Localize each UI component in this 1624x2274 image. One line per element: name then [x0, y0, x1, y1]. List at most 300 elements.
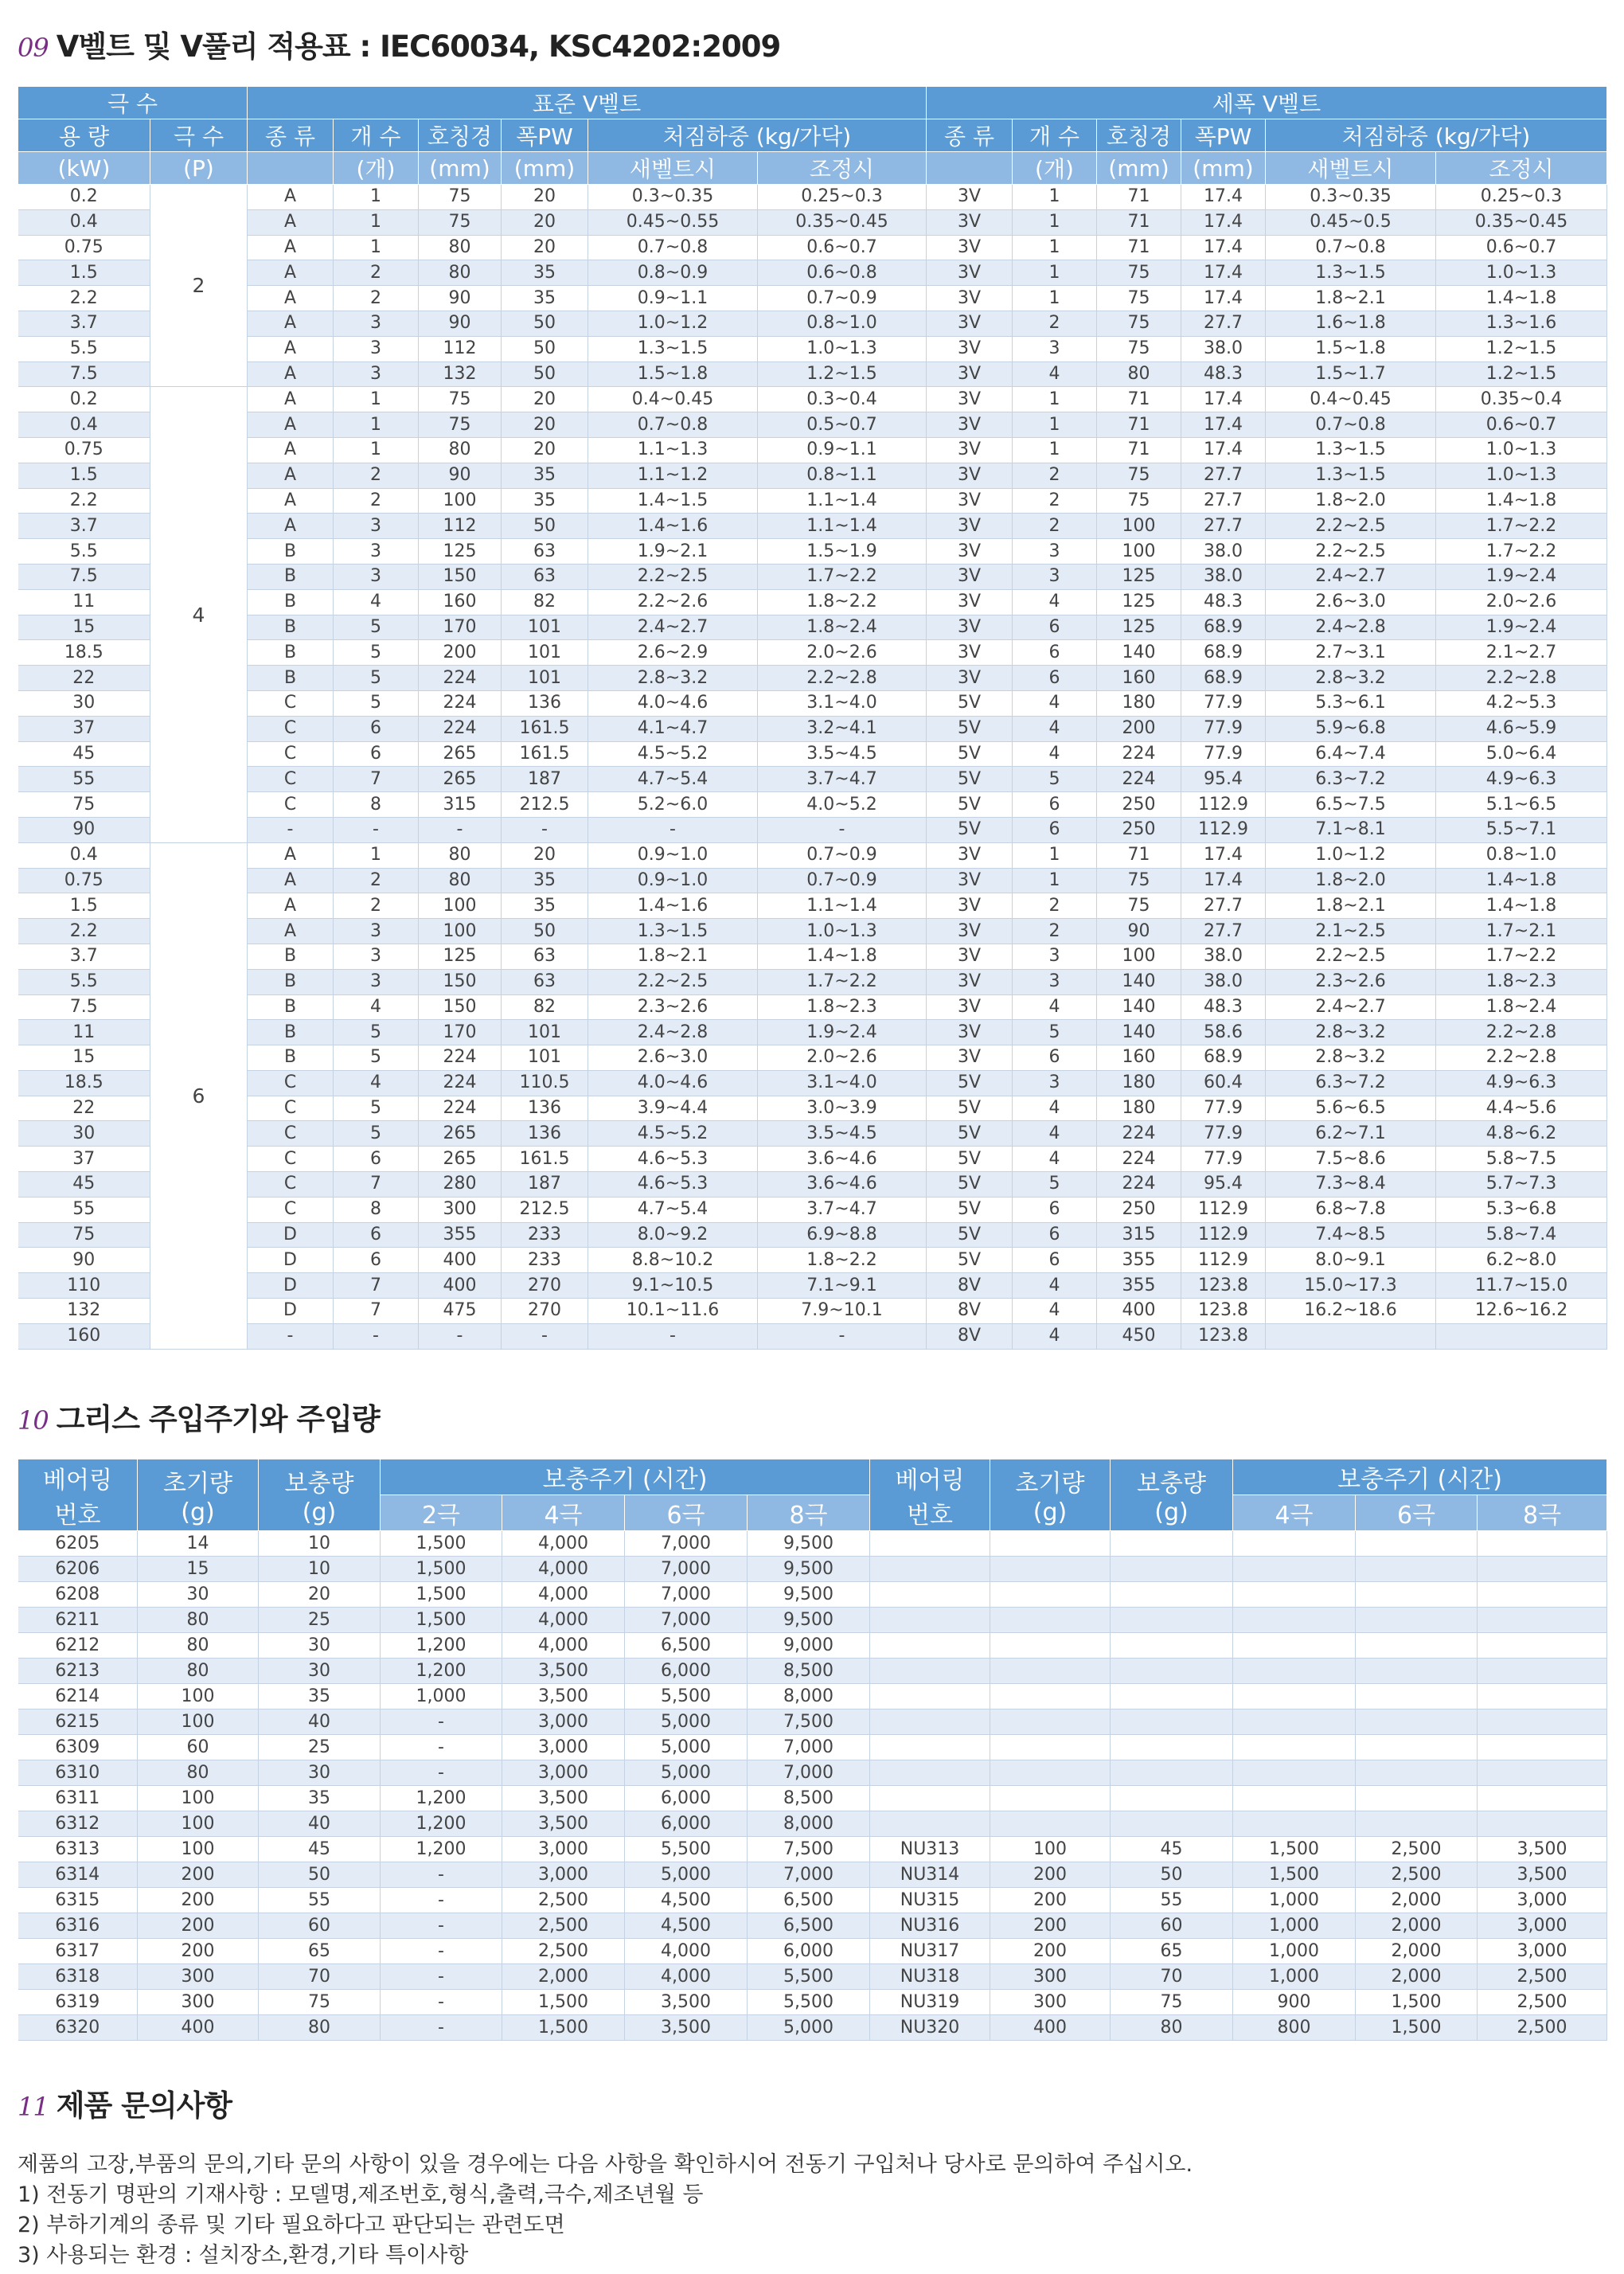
table-cell: 4.6~5.3 — [588, 1172, 758, 1198]
table-cell: 3V — [927, 260, 1013, 286]
table-cell: 5V — [927, 1147, 1013, 1172]
table-cell: 1.9~2.4 — [758, 1020, 927, 1045]
table-row — [18, 1837, 1607, 1862]
table-cell: 82 — [502, 994, 588, 1020]
table-cell: 3V — [927, 994, 1013, 1020]
header-unit-kw: (kW) — [18, 152, 150, 185]
table-cell: 4 — [1013, 361, 1097, 387]
table-cell: 300 — [990, 1964, 1111, 1990]
table-cell: 224 — [419, 1096, 502, 1121]
table-cell: 71 — [1097, 209, 1181, 235]
table-cell: C — [248, 690, 334, 716]
table-cell: 100 — [138, 1684, 259, 1709]
table-cell: 27.7 — [1181, 463, 1266, 488]
table-cell: 1,200 — [381, 1786, 502, 1811]
table-cell: 6.9~8.8 — [758, 1222, 927, 1248]
table-cell: 160 — [419, 589, 502, 615]
table-cell: 200 — [990, 1913, 1111, 1939]
table-cell: 8 — [334, 792, 419, 818]
table-cell: 3 — [334, 311, 419, 336]
table-cell: 5.8~7.4 — [1436, 1222, 1607, 1248]
table-cell: 1.5~1.9 — [758, 539, 927, 565]
table-cell: 3 — [1013, 944, 1097, 969]
table-cell — [1233, 1811, 1356, 1837]
table-cell: 400 — [419, 1248, 502, 1273]
table-cell: - — [588, 817, 758, 842]
table-cell: 8.8~10.2 — [588, 1248, 758, 1273]
table-row — [18, 1709, 1607, 1735]
table-cell: 4.0~4.6 — [588, 690, 758, 716]
table-row — [18, 589, 1607, 615]
table-cell: 3 — [334, 944, 419, 969]
table-cell: 2.2~2.6 — [588, 589, 758, 615]
table-cell: 3.6~4.6 — [758, 1172, 927, 1198]
table-cell: 123.8 — [1181, 1323, 1266, 1349]
table-cell — [870, 1786, 990, 1811]
table-cell — [1478, 1811, 1607, 1837]
table-cell — [990, 1633, 1111, 1659]
table-cell: 50 — [502, 514, 588, 539]
table-row — [18, 1786, 1607, 1811]
table-cell: 2.4~2.7 — [588, 615, 758, 640]
table-cell: 4,000 — [625, 1964, 748, 1990]
table-cell: 71 — [1097, 412, 1181, 438]
table-cell: 6309 — [18, 1735, 138, 1760]
header-deflection-load: 처짐하중 (kg/가닥) — [588, 119, 927, 152]
table-cell: 3 — [1013, 969, 1097, 994]
table-cell: 132 — [18, 1299, 150, 1324]
table-cell: 2.2~2.8 — [1436, 1045, 1607, 1071]
table-cell: 2.0~2.6 — [1436, 589, 1607, 615]
table-cell: 3 — [334, 361, 419, 387]
table-cell — [1233, 1684, 1356, 1709]
table-cell: 75 — [18, 792, 150, 818]
table-cell: 1.4~1.8 — [758, 944, 927, 969]
table-cell: 3V — [927, 463, 1013, 488]
table-cell: 5.5 — [18, 539, 150, 565]
table-cell: - — [588, 1323, 758, 1349]
table-cell: 5 — [1013, 1172, 1097, 1198]
inquiry-text — [18, 2150, 1606, 2271]
table-cell: 4,000 — [502, 1582, 625, 1608]
table-cell: 475 — [419, 1299, 502, 1324]
table-cell: 224 — [419, 666, 502, 691]
section-number: 10 — [18, 1405, 49, 1436]
table-cell: 1,200 — [381, 1837, 502, 1862]
table-cell: 75 — [1097, 336, 1181, 361]
table-cell: 1.4~1.5 — [588, 488, 758, 514]
table-cell: 1,000 — [381, 1684, 502, 1709]
table-cell: 315 — [1097, 1222, 1181, 1248]
table-cell: 3,500 — [502, 1659, 625, 1684]
table-cell: C — [248, 1070, 334, 1096]
table-cell — [1356, 1633, 1478, 1659]
table-cell: - — [381, 1888, 502, 1913]
table-cell — [1356, 1786, 1478, 1811]
table-cell: 5 — [334, 666, 419, 691]
table-cell: 37 — [18, 1147, 150, 1172]
table-row — [18, 1273, 1607, 1299]
table-cell: A — [248, 893, 334, 919]
table-cell: 170 — [419, 615, 502, 640]
table-cell: 30 — [259, 1760, 381, 1786]
table-cell: 2,500 — [502, 1888, 625, 1913]
table-row — [18, 1735, 1607, 1760]
table-cell: 1.8~2.4 — [758, 615, 927, 640]
table-cell: 125 — [419, 944, 502, 969]
table-cell: 2.8~3.2 — [588, 666, 758, 691]
table-cell: 300 — [419, 1197, 502, 1222]
table-cell: 3,000 — [1478, 1913, 1607, 1939]
table-cell: 2.2~2.5 — [588, 969, 758, 994]
table-row — [18, 514, 1607, 539]
table-row — [18, 1172, 1607, 1198]
table-cell: 1.5~1.8 — [588, 361, 758, 387]
table-cell: 7 — [334, 1172, 419, 1198]
header-2pole: 2극 — [381, 1495, 502, 1531]
table-cell: - — [758, 1323, 927, 1349]
table-cell: 4 — [334, 1070, 419, 1096]
table-cell: 3.7 — [18, 514, 150, 539]
table-cell: 35 — [502, 260, 588, 286]
table-cell — [1233, 1659, 1356, 1684]
table-cell: 400 — [1097, 1299, 1181, 1324]
table-cell: 8,500 — [748, 1659, 870, 1684]
table-cell: 140 — [1097, 994, 1181, 1020]
table-cell: 7,000 — [625, 1608, 748, 1633]
table-cell: 3,500 — [1478, 1837, 1607, 1862]
table-cell: 1.5 — [18, 463, 150, 488]
table-cell: 0.9~1.1 — [588, 286, 758, 311]
table-row — [18, 1557, 1607, 1582]
table-cell: 0.25~0.3 — [758, 185, 927, 210]
table-cell: 2.4~2.7 — [1266, 564, 1436, 589]
table-cell: 1.7~2.2 — [1436, 514, 1607, 539]
table-cell: 63 — [502, 564, 588, 589]
table-cell: 5V — [927, 1172, 1013, 1198]
table-cell — [1478, 1786, 1607, 1811]
table-cell: 3V — [927, 185, 1013, 210]
table-row — [18, 185, 1607, 210]
table-cell: 4,000 — [502, 1608, 625, 1633]
table-cell: 3,000 — [1478, 1888, 1607, 1913]
table-cell: 5,000 — [625, 1709, 748, 1735]
section-10-title — [18, 1395, 380, 1438]
table-cell — [1478, 1608, 1607, 1633]
table-cell: 3V — [927, 514, 1013, 539]
table-cell: 2.7~3.1 — [1266, 640, 1436, 666]
table-cell — [1356, 1811, 1478, 1837]
table-cell: 2 — [334, 893, 419, 919]
table-cell: 6 — [1013, 1197, 1097, 1222]
table-cell: 0.45~0.55 — [588, 209, 758, 235]
table-cell: 1,000 — [1233, 1939, 1356, 1964]
table-cell: 1.8~2.1 — [588, 944, 758, 969]
table-cell — [1478, 1709, 1607, 1735]
table-cell — [870, 1735, 990, 1760]
table-cell: 4 — [1013, 1323, 1097, 1349]
table-cell: 265 — [419, 1147, 502, 1172]
table-cell: 3V — [927, 666, 1013, 691]
table-row — [18, 361, 1607, 387]
table-cell: 2.2~2.5 — [588, 564, 758, 589]
table-cell: 5V — [927, 1197, 1013, 1222]
section-heading: V벨트 및 V풀리 적용표 : IEC60034, KSC4202:2009 — [56, 29, 781, 64]
table-cell — [1356, 1709, 1478, 1735]
table-cell: 5,500 — [625, 1684, 748, 1709]
table-cell: 0.6~0.8 — [758, 260, 927, 286]
header-8pole: 8극 — [748, 1495, 870, 1531]
table-cell: 10 — [259, 1531, 381, 1557]
table-cell: - — [502, 817, 588, 842]
table-cell: B — [248, 640, 334, 666]
table-cell: 77.9 — [1181, 1121, 1266, 1147]
table-cell: 2.2~2.5 — [1266, 944, 1436, 969]
inquiry-intro: 제품의 고장,부품의 문의,기타 문의 사항이 있을 경우에는 다음 사항을 확인하시어 전동기 구입처나 당사로 문의하여 주십시오. — [18, 2152, 1193, 2177]
table-cell: 30 — [18, 690, 150, 716]
table-cell: 100 — [419, 488, 502, 514]
table-cell: 1,500 — [381, 1531, 502, 1557]
table-cell: 123.8 — [1181, 1299, 1266, 1324]
table-cell: 6.3~7.2 — [1266, 1070, 1436, 1096]
pole-group-cell: 2 — [150, 185, 248, 387]
table-cell: 3.7 — [18, 311, 150, 336]
table-cell: 3,500 — [502, 1684, 625, 1709]
table-cell: 101 — [502, 640, 588, 666]
table-cell: - — [248, 1323, 334, 1349]
table-cell: 6 — [334, 716, 419, 741]
table-cell: 112 — [419, 514, 502, 539]
table-cell: 4.5~5.2 — [588, 741, 758, 767]
table-cell: 0.4 — [18, 842, 150, 868]
table-cell: 1 — [1013, 235, 1097, 260]
table-cell: 7 — [334, 1299, 419, 1324]
table-cell: 1 — [334, 209, 419, 235]
table-cell: 1.0~1.3 — [1436, 260, 1607, 286]
table-cell: 4.6~5.3 — [588, 1147, 758, 1172]
table-cell: - — [334, 1323, 419, 1349]
table-cell: 6205 — [18, 1531, 138, 1557]
table-cell — [1478, 1760, 1607, 1786]
table-cell: A — [248, 868, 334, 893]
header-capacity: 용 량 — [18, 119, 150, 152]
table-cell — [1266, 1323, 1436, 1349]
table-cell — [870, 1608, 990, 1633]
table-row — [18, 564, 1607, 589]
table-row — [18, 1197, 1607, 1222]
header-deflection-load-narrow: 처짐하중 (kg/가닥) — [1266, 119, 1607, 152]
table-cell — [1111, 1735, 1233, 1760]
table-cell: 0.75 — [18, 235, 150, 260]
table-cell — [870, 1659, 990, 1684]
table-cell: 71 — [1097, 185, 1181, 210]
table-cell: 4,000 — [502, 1633, 625, 1659]
table-cell: 0.3~0.4 — [758, 387, 927, 412]
table-cell: 3.1~4.0 — [758, 690, 927, 716]
table-cell: 1.8~2.0 — [1266, 488, 1436, 514]
table-cell: 4.7~5.4 — [588, 1197, 758, 1222]
table-cell: 17.4 — [1181, 185, 1266, 210]
table-row — [18, 666, 1607, 691]
table-cell: - — [381, 1913, 502, 1939]
table-cell: 125 — [419, 539, 502, 565]
table-cell: 1,500 — [1356, 2015, 1478, 2041]
table-cell: - — [381, 1862, 502, 1888]
table-cell: 200 — [138, 1862, 259, 1888]
table-cell: 100 — [138, 1786, 259, 1811]
header-new-belt: 새벨트시 — [1266, 152, 1436, 185]
table-row — [18, 817, 1607, 842]
table-cell: 3 — [334, 539, 419, 565]
table-cell: 8.0~9.2 — [588, 1222, 758, 1248]
table-cell: 3,500 — [502, 1811, 625, 1837]
table-cell: - — [381, 1990, 502, 2015]
table-cell: 5,000 — [625, 1735, 748, 1760]
table-cell: 200 — [1097, 716, 1181, 741]
table-cell: 6 — [1013, 640, 1097, 666]
table-cell: 71 — [1097, 437, 1181, 463]
table-cell: 2.2 — [18, 286, 150, 311]
table-row — [18, 1964, 1607, 1990]
table-cell: 75 — [1111, 1990, 1233, 2015]
grease-header-row-1 — [18, 1459, 1607, 1495]
table-cell: 0.2 — [18, 185, 150, 210]
table-cell: 250 — [1097, 1197, 1181, 1222]
table-cell: 1,000 — [1233, 1888, 1356, 1913]
table-cell: 75 — [18, 1222, 150, 1248]
table-cell: 100 — [1097, 514, 1181, 539]
table-cell: 5,000 — [748, 2015, 870, 2041]
table-cell: 17.4 — [1181, 387, 1266, 412]
table-cell: 2,500 — [1356, 1837, 1478, 1862]
table-cell: 1.8~2.1 — [1266, 893, 1436, 919]
table-cell: 1,500 — [1233, 1837, 1356, 1862]
table-cell: 90 — [419, 463, 502, 488]
table-cell: 3,500 — [1478, 1862, 1607, 1888]
table-cell: 37 — [18, 716, 150, 741]
table-cell: 5V — [927, 741, 1013, 767]
table-cell: 30 — [259, 1633, 381, 1659]
table-cell: A — [248, 361, 334, 387]
table-cell: 2.2~2.8 — [758, 666, 927, 691]
table-cell: 450 — [1097, 1323, 1181, 1349]
table-cell: 20 — [259, 1582, 381, 1608]
table-cell: 75 — [419, 209, 502, 235]
table-cell: 38.0 — [1181, 969, 1266, 994]
table-cell: 3,500 — [625, 2015, 748, 2041]
table-cell: 160 — [1097, 666, 1181, 691]
table-cell: 1.4~1.8 — [1436, 868, 1607, 893]
table-cell: 2,500 — [502, 1913, 625, 1939]
table-cell: 27.7 — [1181, 488, 1266, 514]
table-cell: 6 — [334, 1222, 419, 1248]
table-cell: 3.0~3.9 — [758, 1096, 927, 1121]
table-cell: 22 — [18, 666, 150, 691]
table-cell: 136 — [502, 690, 588, 716]
table-cell: 0.7~0.9 — [758, 842, 927, 868]
table-cell — [990, 1582, 1111, 1608]
table-cell: 2.1~2.5 — [1266, 919, 1436, 944]
table-cell: 0.6~0.7 — [1436, 412, 1607, 438]
table-cell: 0.35~0.45 — [758, 209, 927, 235]
table-cell: 140 — [1097, 1020, 1181, 1045]
table-cell: 140 — [1097, 640, 1181, 666]
table-cell: B — [248, 1020, 334, 1045]
table-cell: 63 — [502, 969, 588, 994]
table-cell: 2.3~2.6 — [1266, 969, 1436, 994]
table-cell: 80 — [138, 1760, 259, 1786]
table-cell — [870, 1531, 990, 1557]
table-cell: 40 — [259, 1709, 381, 1735]
table-cell: 7,000 — [625, 1557, 748, 1582]
table-cell: 7,000 — [748, 1735, 870, 1760]
table-cell — [1478, 1582, 1607, 1608]
table-cell: 17.4 — [1181, 260, 1266, 286]
table-cell: 2,500 — [1478, 1964, 1607, 1990]
table-cell: 18.5 — [18, 1070, 150, 1096]
table-cell: 3,000 — [502, 1735, 625, 1760]
table-cell: 1.0~1.3 — [758, 919, 927, 944]
table-cell: NU316 — [870, 1913, 990, 1939]
table-cell: 4,500 — [625, 1913, 748, 1939]
table-cell: 75 — [1097, 311, 1181, 336]
table-cell: 224 — [419, 690, 502, 716]
table-cell: 6 — [1013, 817, 1097, 842]
table-cell: 136 — [502, 1096, 588, 1121]
table-cell: 6 — [1013, 1222, 1097, 1248]
table-cell: 200 — [138, 1913, 259, 1939]
table-cell: 5.2~6.0 — [588, 792, 758, 818]
table-cell: A — [248, 387, 334, 412]
header-unit-mm: (mm) — [419, 152, 502, 185]
table-cell: NU318 — [870, 1964, 990, 1990]
table-cell: 0.8~1.0 — [758, 311, 927, 336]
table-cell: NU319 — [870, 1990, 990, 2015]
table-cell: 224 — [1097, 1147, 1181, 1172]
header-pole: 극 수 — [18, 87, 248, 119]
table-cell: 123.8 — [1181, 1273, 1266, 1299]
table-cell: D — [248, 1248, 334, 1273]
table-cell: C — [248, 1096, 334, 1121]
table-cell: C — [248, 1172, 334, 1198]
table-cell: 4 — [1013, 1121, 1097, 1147]
table-cell: 1.8~2.0 — [1266, 868, 1436, 893]
table-cell — [1478, 1735, 1607, 1760]
table-cell: 0.5~0.7 — [758, 412, 927, 438]
table-cell: C — [248, 1121, 334, 1147]
table-cell: 11.7~15.0 — [1436, 1273, 1607, 1299]
table-cell: 9,500 — [748, 1557, 870, 1582]
table-row — [18, 1990, 1607, 2015]
table-cell: 3.7~4.7 — [758, 767, 927, 792]
table-cell: 1 — [1013, 209, 1097, 235]
table-cell: 4.2~5.3 — [1436, 690, 1607, 716]
table-cell: 200 — [419, 640, 502, 666]
table-cell: B — [248, 1045, 334, 1071]
table-cell: 6.3~7.2 — [1266, 767, 1436, 792]
table-cell: 80 — [419, 235, 502, 260]
table-cell: 6.8~7.8 — [1266, 1197, 1436, 1222]
table-row — [18, 615, 1607, 640]
table-cell — [1111, 1531, 1233, 1557]
table-cell: D — [248, 1273, 334, 1299]
table-cell: 6.5~7.5 — [1266, 792, 1436, 818]
table-cell: C — [248, 792, 334, 818]
table-cell: 8,500 — [748, 1786, 870, 1811]
table-cell: 1.9~2.4 — [1436, 564, 1607, 589]
table-cell: 27.7 — [1181, 514, 1266, 539]
table-cell: 112.9 — [1181, 792, 1266, 818]
